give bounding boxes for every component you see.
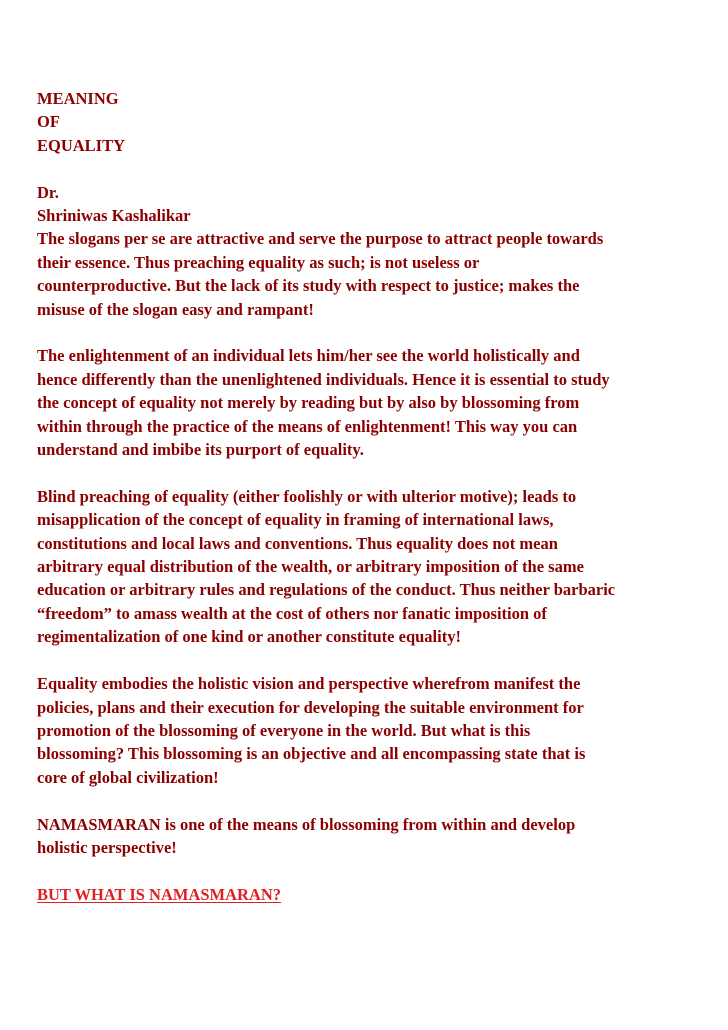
paragraph-line: promotion of the blossoming of everyone in the world. But what is this <box>37 720 531 740</box>
paragraph-line: their essence. Thus preaching equality as such; is not useless or <box>37 252 480 272</box>
paragraph-line: hence differently than the unenlightened individuals. Hence it is essential to study <box>37 369 610 389</box>
paragraph-line: The enlightenment of an individual lets him/her see the world holistically and <box>37 346 580 366</box>
spacer <box>37 157 723 180</box>
paragraph-line: within through the practice of the means of enlightenment! This way you can <box>37 416 578 436</box>
title-line: OF <box>37 112 60 132</box>
paragraph-line: The slogans per se are attractive and serve the purpose to attract people towards <box>37 229 604 249</box>
paragraph-line: Equality embodies the holistic vision and perspective wherefrom manifest the <box>37 674 581 694</box>
paragraph-line: constitutions and local laws and conventions. Thus equality does not mean <box>37 533 558 553</box>
paragraph-3 <box>37 485 723 649</box>
paragraph-line: core of global civilization! <box>37 767 219 787</box>
paragraph-line: “freedom” to amass wealth at the cost of others nor fanatic imposition of <box>37 603 547 623</box>
document-page <box>37 87 723 906</box>
paragraph-line: blossoming? This blossoming is an objective and all encompassing state that is <box>37 744 586 764</box>
author-line: Dr. <box>37 182 59 202</box>
paragraph-line: Blind preaching of equality (either foolishly or with ulterior motive); leads to <box>37 486 577 506</box>
paragraph-line: NAMASMARAN is one of the means of blossoming from within and develop <box>37 814 576 834</box>
author-line: Shriniwas Kashalikar <box>37 206 191 226</box>
paragraph-2 <box>37 344 723 461</box>
paragraph-line: understand and imbibe its purport of equality. <box>37 440 364 460</box>
paragraph-line: misapplication of the concept of equality in framing of international laws, <box>37 510 554 530</box>
spacer <box>37 649 723 672</box>
namasmaran-question-heading: BUT WHAT IS NAMASMARAN? <box>37 884 282 904</box>
spacer <box>37 789 723 812</box>
paragraph-line: education or arbitrary rules and regulations of the conduct. Thus neither barbaric <box>37 580 616 600</box>
title-line: MEANING <box>37 89 119 108</box>
author-byline <box>37 181 723 228</box>
paragraph-line: arbitrary equal distribution of the wealth, or arbitrary imposition of the same <box>37 557 584 577</box>
paragraph-line: the concept of equality not merely by reading but by also by blossoming from <box>37 393 580 413</box>
paragraph-line: holistic perspective! <box>37 837 177 857</box>
paragraph-line: counterproductive. But the lack of its study with respect to justice; makes the <box>37 276 580 296</box>
paragraph-1 <box>37 227 723 321</box>
paragraph-line: regimentalization of one kind or another constitute equality! <box>37 627 461 647</box>
paragraph-4 <box>37 672 723 789</box>
spacer <box>37 859 723 882</box>
closing-question <box>37 883 723 906</box>
document-title <box>37 87 723 157</box>
spacer <box>37 461 723 484</box>
paragraph-line: misuse of the slogan easy and rampant! <box>37 299 314 319</box>
title-line: EQUALITY <box>37 135 126 155</box>
spacer <box>37 321 723 344</box>
paragraph-line: policies, plans and their execution for developing the suitable environment for <box>37 697 584 717</box>
paragraph-5 <box>37 813 723 860</box>
